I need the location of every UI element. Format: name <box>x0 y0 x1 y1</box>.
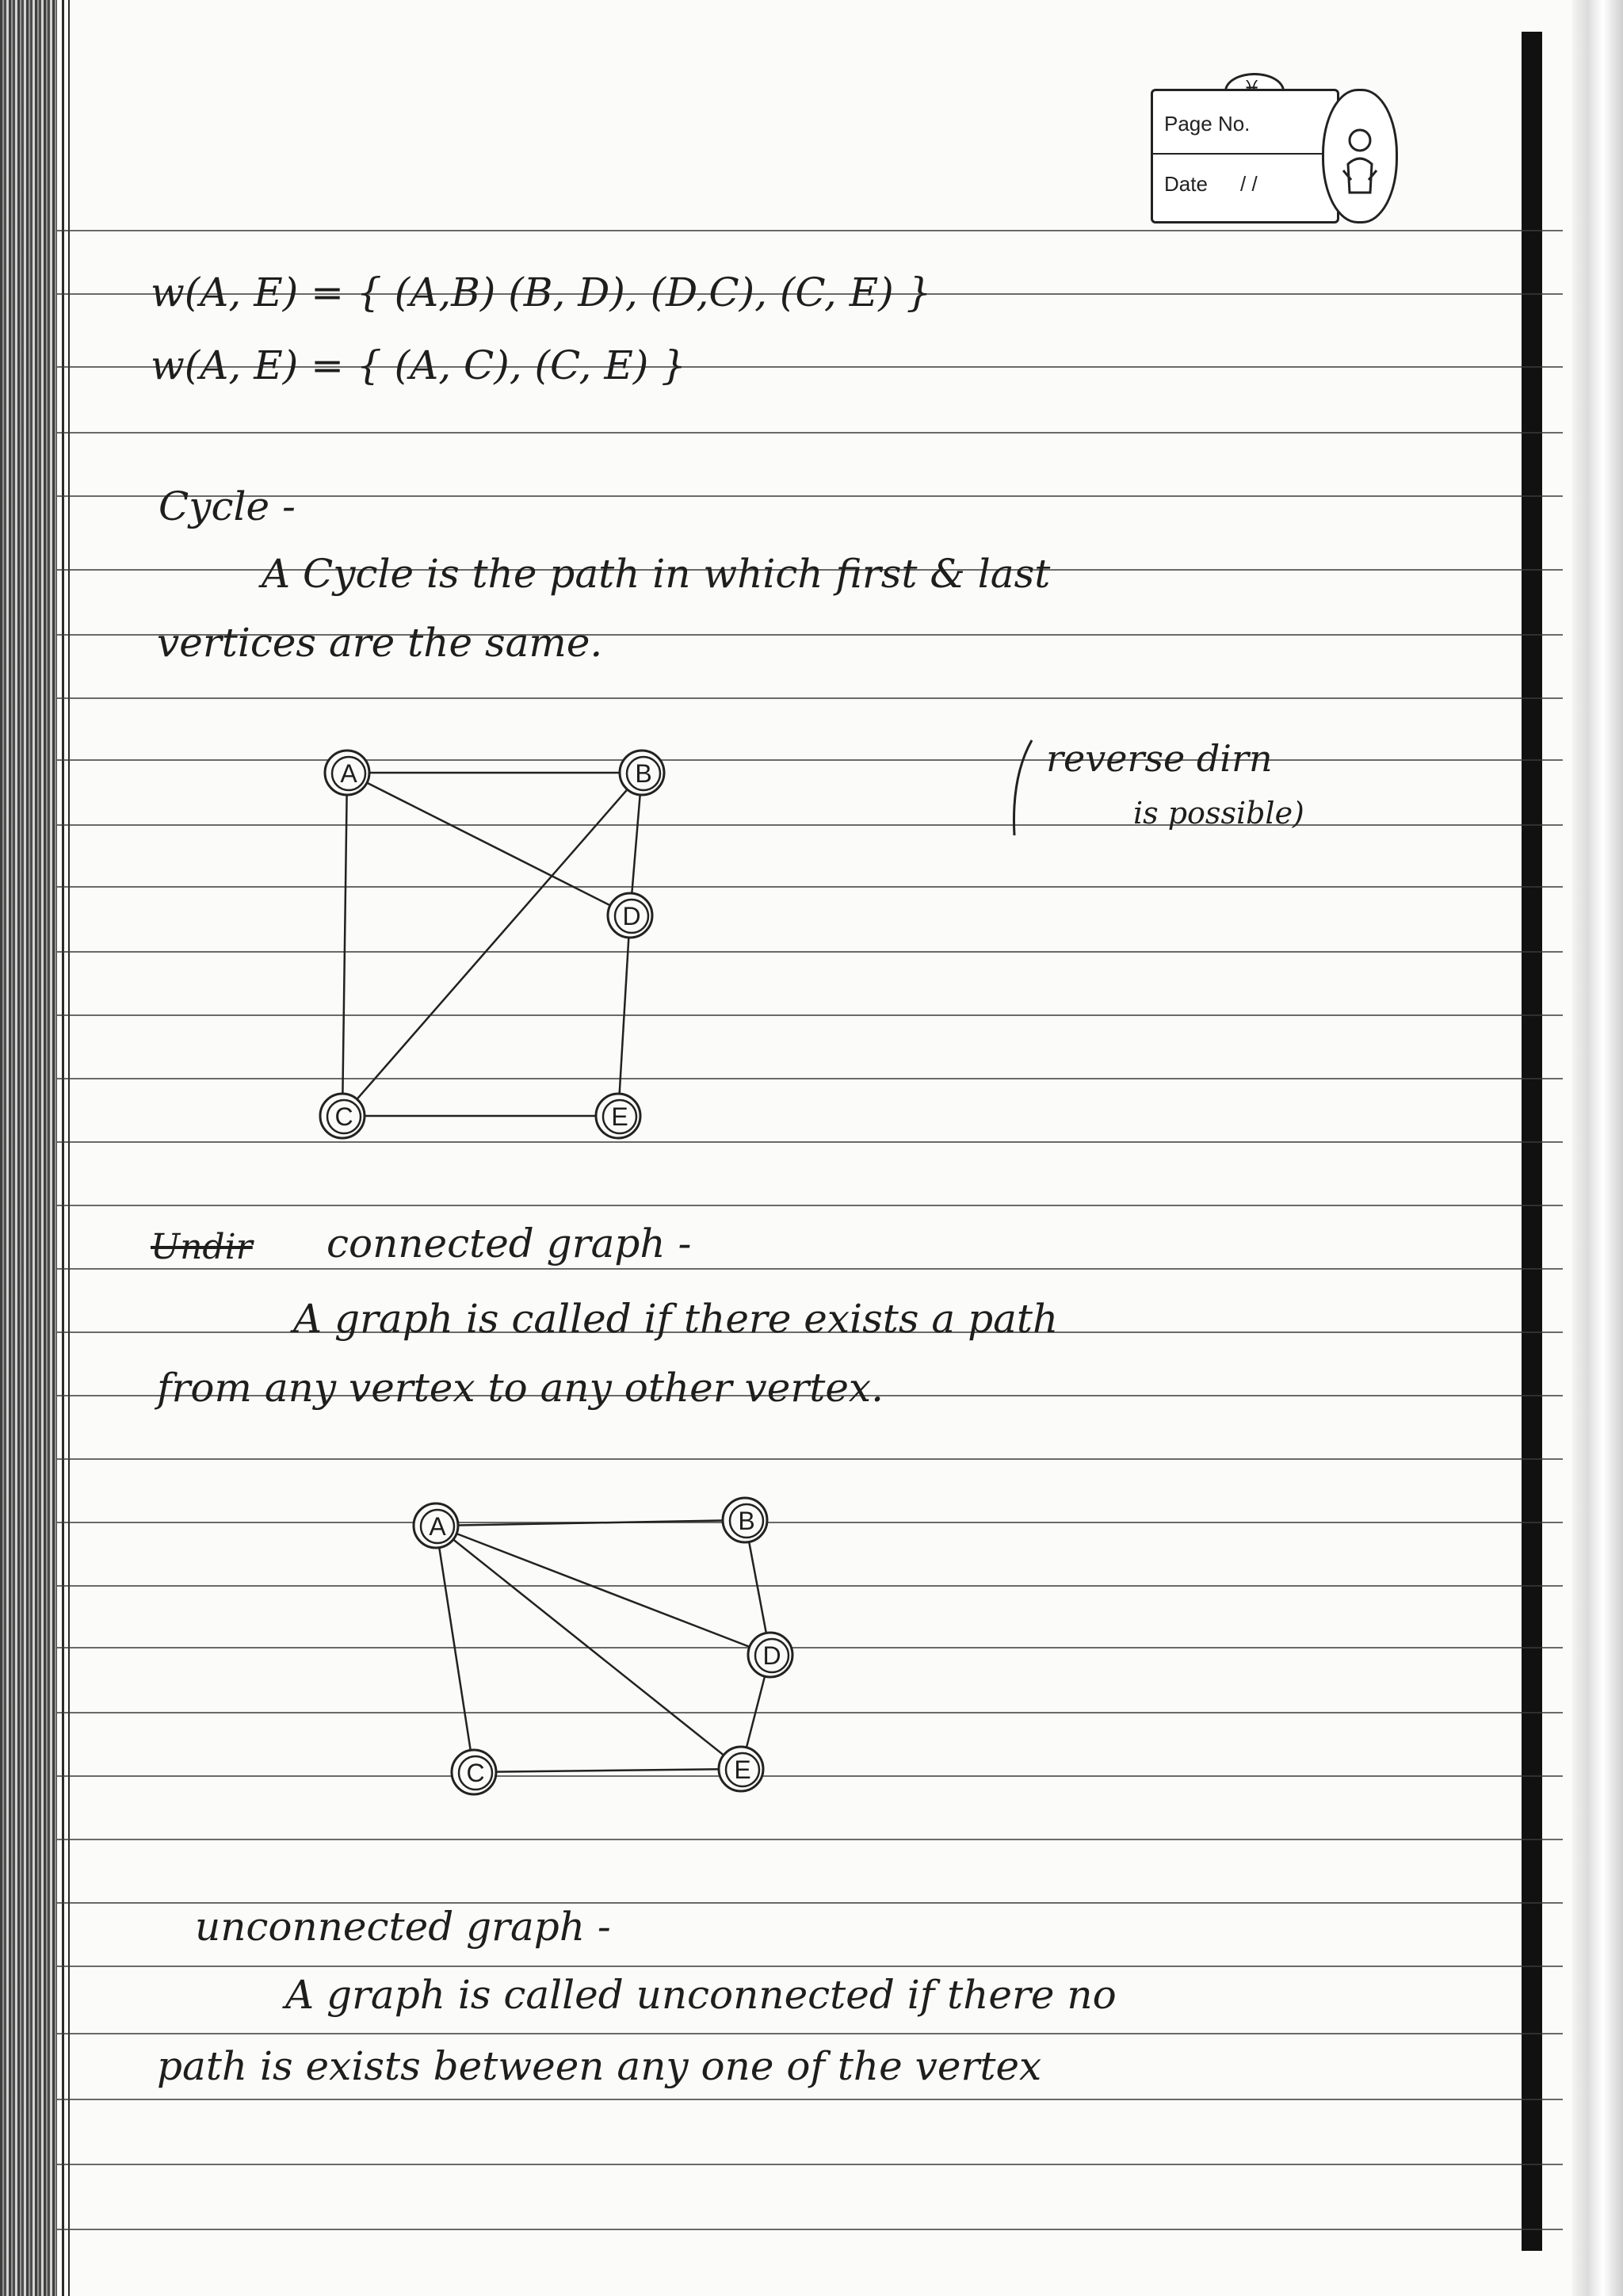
g2-node-label-C: C <box>466 1759 485 1787</box>
g2-node-label-A: A <box>429 1512 446 1541</box>
g1-node-label-E: E <box>611 1102 628 1131</box>
g2-node-label-B: B <box>738 1507 755 1535</box>
g1-node-label-D: D <box>622 902 641 930</box>
g2-edge-A-D <box>436 1526 770 1655</box>
g2-node-E <box>719 1747 763 1791</box>
struck-word: Undir <box>151 1227 253 1267</box>
walk-line-2: w(A, E) = { (A, C), (C, E) } <box>151 342 687 388</box>
g2-edge-C-E <box>474 1769 741 1772</box>
g2-node-label-E: E <box>734 1755 751 1784</box>
connected-definition-line-2: from any vertex to any other vertex. <box>157 1365 884 1411</box>
cycle-heading: Cycle - <box>158 483 296 529</box>
cycle-definition-line-1: A Cycle is the path in which first & last <box>262 551 1051 597</box>
g2-edge-A-C <box>436 1526 474 1772</box>
page-no-label: Page No. <box>1164 112 1251 136</box>
date-value: / / <box>1240 172 1258 196</box>
unconnected-heading: unconnected graph - <box>195 1904 611 1950</box>
walk-line-1: w(A, E) = { (A,B) (B, D), (D,C), (C, E) } <box>151 269 932 315</box>
g1-node-label-B: B <box>635 759 652 788</box>
note-line-2: is possible) <box>1133 796 1304 831</box>
g2-edge-A-E <box>436 1526 741 1769</box>
connected-heading: connected graph - <box>327 1221 692 1266</box>
g2-node-A <box>414 1503 458 1548</box>
g1-node-label-C: C <box>334 1102 353 1131</box>
g2-node-C <box>452 1750 496 1794</box>
unconnected-definition-line-1: A graph is called unconnected if there no <box>285 1972 1117 2018</box>
g1-node-label-A: A <box>340 759 357 788</box>
unconnected-definition-line-2: path is exists between any one of the vertex <box>157 2043 1042 2089</box>
date-label: Date <box>1164 172 1208 196</box>
g2-node-B <box>723 1498 767 1542</box>
g2-node-label-D: D <box>762 1641 781 1670</box>
cycle-definition-line-2: vertices are the same. <box>157 620 603 666</box>
note-line-1: reverse dirn <box>1046 737 1273 780</box>
g2-edge-A-B <box>436 1520 745 1526</box>
connected-definition-line-1: A graph is called if there exists a path <box>293 1296 1059 1342</box>
g2-node-D <box>748 1633 792 1677</box>
